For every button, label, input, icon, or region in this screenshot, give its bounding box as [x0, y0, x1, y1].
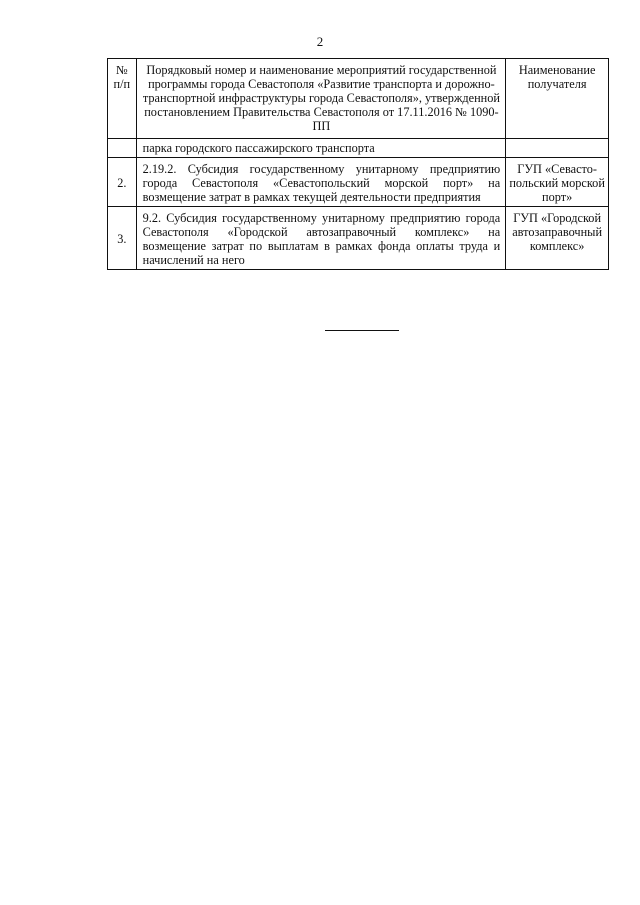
continuation-recipient-cell [506, 139, 609, 158]
row-event: 2.19.2. Субсидия государственному унитарному предприятию города Севастополя «Севастопольский морской порт» на возмещение затрат в рамках текущей деятельности предприятия [136, 158, 506, 207]
header-number: № п/п [108, 59, 137, 139]
header-recipient: Наименование получателя [506, 59, 609, 139]
header-event: Порядковый номер и наименование мероприятий государственной программы города Севастополя «Развитие транспорта и дорожно-транспортной инфраструктуры города Севастополя», утвержденной постановлением Правительства Севастополя от 17.11.2016 № 1090-ПП [136, 59, 506, 139]
page-number: 2 [316, 34, 324, 49]
continuation-number-cell [108, 139, 137, 158]
table-row-continuation [108, 139, 609, 158]
row-number: 2. [108, 158, 137, 207]
row-event: 9.2. Субсидия государственному унитарному предприятию города Севастополя «Городской автозаправочный комплекс» на возмещение затрат по выплатам в рамках фонда оплаты труда и начислений на него [136, 207, 506, 270]
table-header-row [108, 59, 609, 139]
end-of-document-rule [325, 330, 399, 331]
table-row [108, 158, 609, 207]
row-recipient: ГУП «Севасто-польский морской порт» [506, 158, 609, 207]
continuation-text: парка городского пассажирского транспорта [136, 139, 506, 158]
row-number: 3. [108, 207, 137, 270]
row-recipient: ГУП «Городской автозаправочный комплекс» [506, 207, 609, 270]
table-row [108, 207, 609, 270]
programme-table [107, 58, 609, 270]
